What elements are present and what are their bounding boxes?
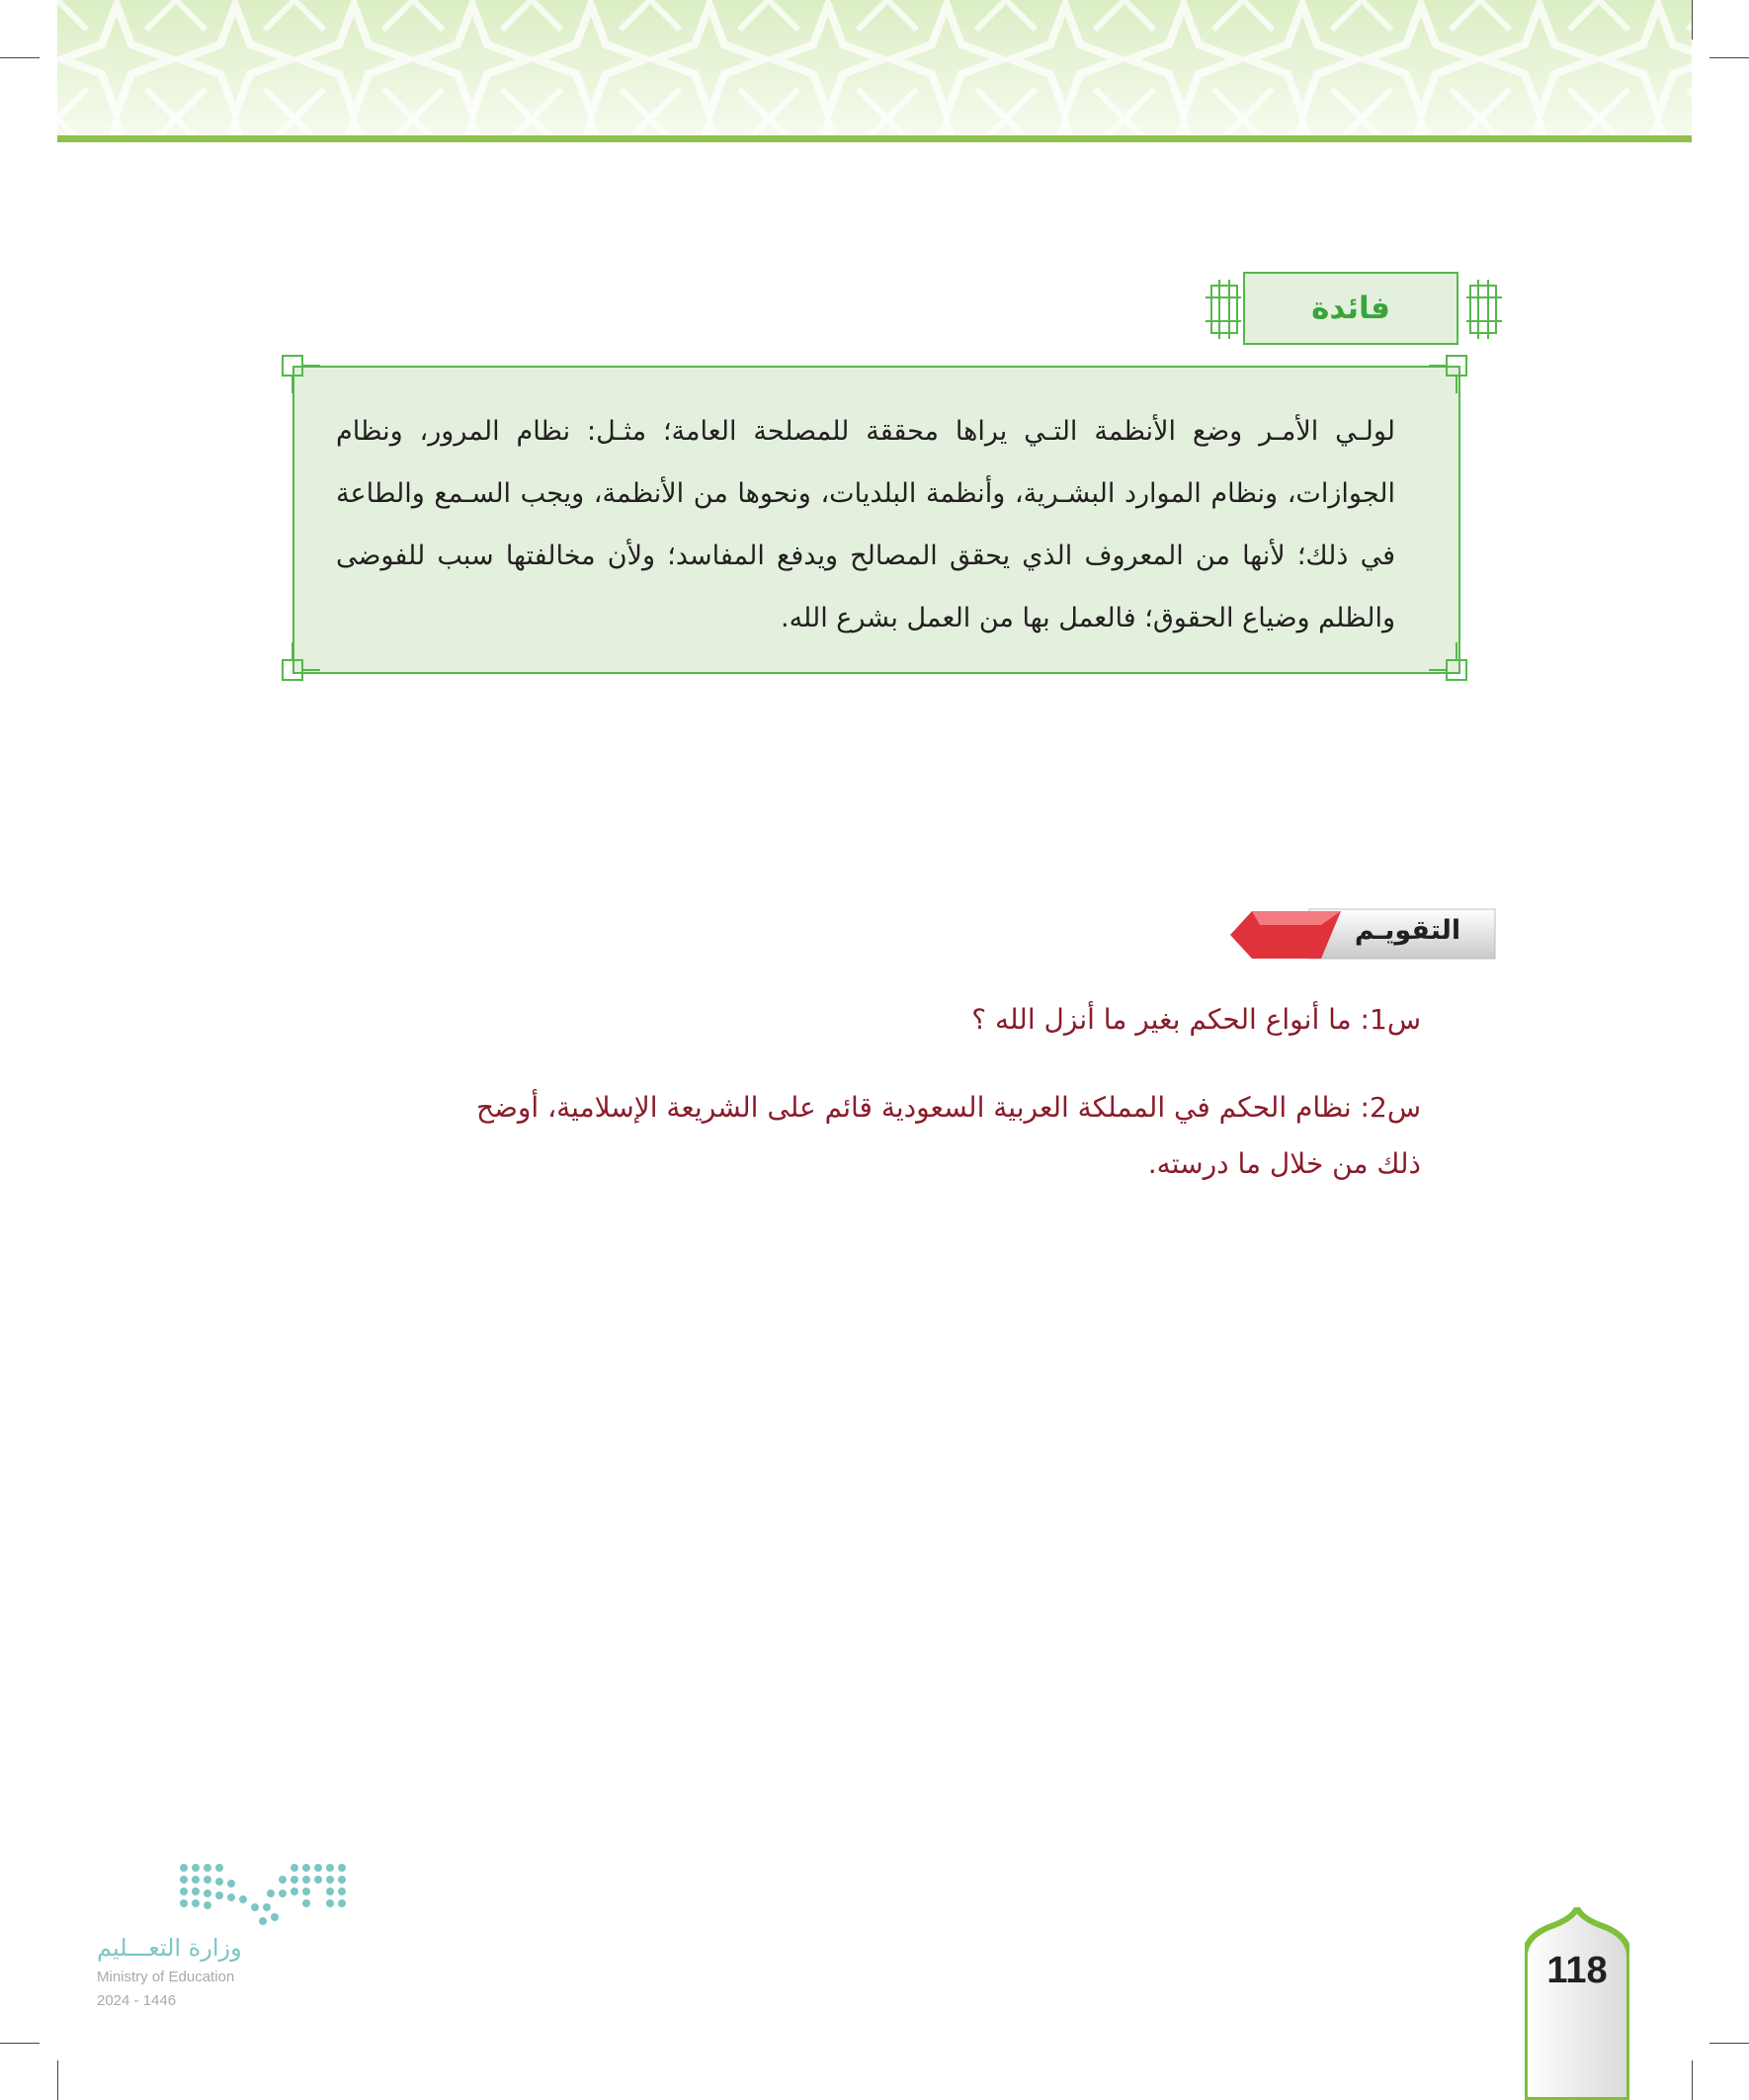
page-number-tab (1525, 1907, 1629, 2100)
ministry-name-arabic: وزارة التعـــليم (97, 1934, 242, 1962)
crop-mark (0, 2043, 40, 2044)
crop-mark (0, 57, 40, 58)
ministry-logo-dots-icon (97, 1858, 354, 1927)
crop-mark (1709, 2043, 1749, 2044)
crop-mark (57, 2060, 58, 2100)
faida-title: فائدة (1243, 272, 1458, 345)
question-2: س2: نظام الحكم في المملكة العربية السعودية قائم على الشريعة الإسلامية، أوضح ذلك من خلال ما درسته. (476, 1091, 1421, 1180)
evaluation-title: التقويـم (1354, 914, 1461, 946)
header-pattern-band (57, 0, 1692, 138)
page-number: 118 (1546, 1950, 1608, 1991)
crop-mark (1692, 2060, 1693, 2100)
faida-title-ornament (1206, 280, 1502, 339)
ministry-year: 2024 - 1446 (97, 1992, 177, 2009)
header-rule (57, 135, 1692, 142)
crop-mark (1709, 57, 1749, 58)
ministry-name-english: Ministry of Education (97, 1969, 235, 1985)
faida-paragraph: لولـي الأمـر وضع الأنظمة التـي يراها محققة للمصلحة العامة؛ مثـل: نظام المرور، ونظام الجوازات، ونظام الموارد البشـرية، وأنظمة البلديات، ونحوها من الأنظمة، ويجب السـمع والطاعة في ذلك؛ لأنها من المعروف الذي يحقق المصالح ويدفع المفاسد؛ ولأن مخالفتها سبب للفوضى والظلم وضياع الحقوق؛ فالعمل بها من العمل بشرع الله. (336, 416, 1395, 633)
question-1: س1: ما أنواع الحكم بغير ما أنزل الله ؟ (971, 1003, 1421, 1036)
islamic-pattern-icon (57, 0, 1692, 138)
crop-mark (1692, 0, 1693, 40)
